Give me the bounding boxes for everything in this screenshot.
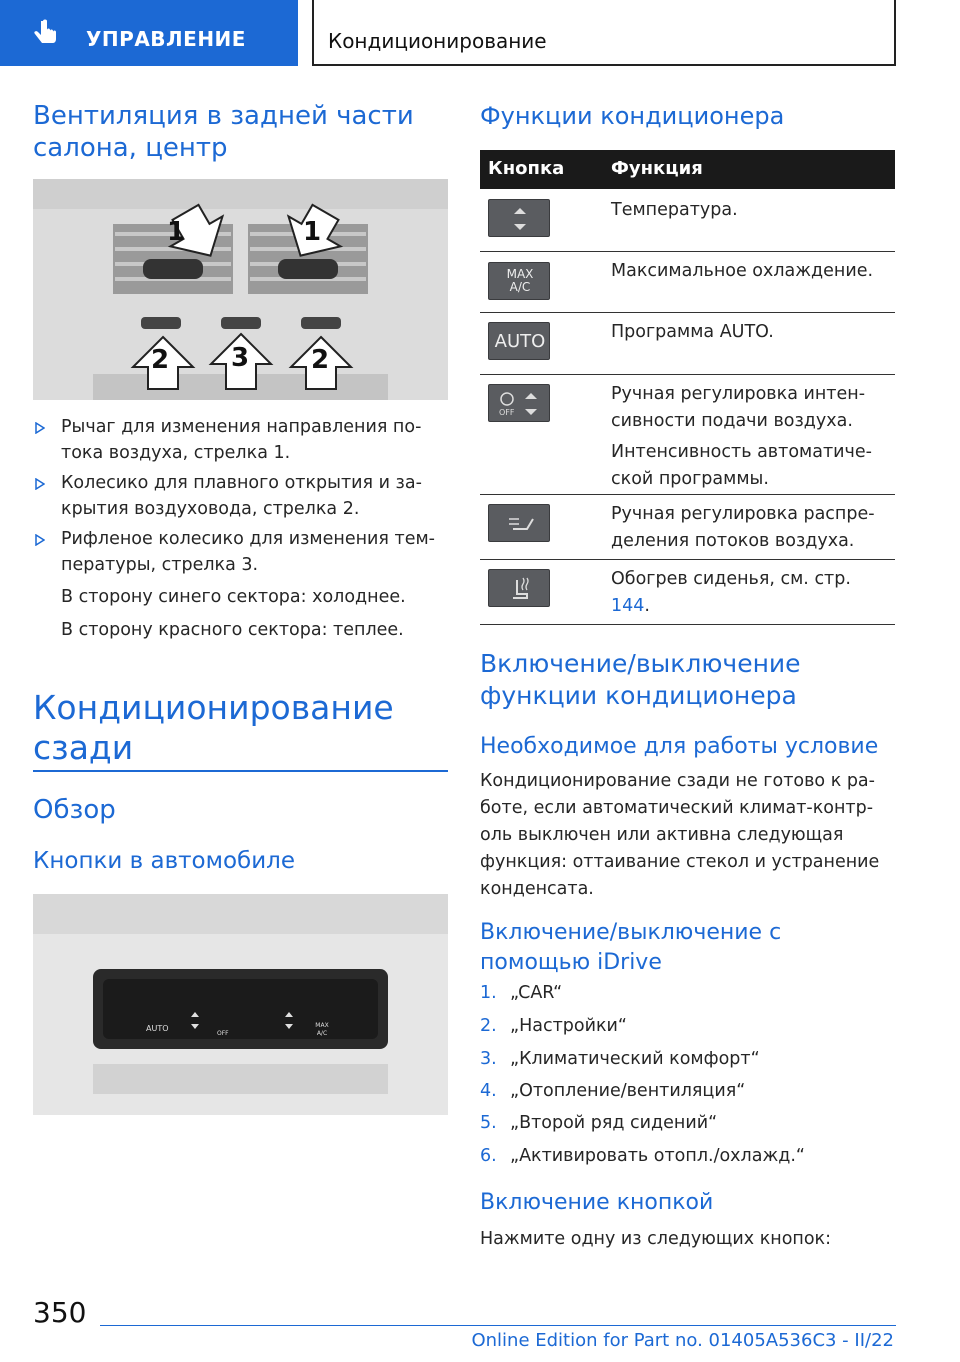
panel-off-label: OFF — [217, 1030, 229, 1037]
step-number: 2. — [480, 1016, 497, 1036]
functions-heading: Функции кондиционера — [480, 102, 785, 130]
section-label: УПРАВЛЕНИЕ — [86, 27, 246, 51]
col-header-function: Функция — [611, 158, 703, 179]
edition-text: Online Edition for Part no. 01405A536C3 - II/22 — [471, 1330, 894, 1351]
list-item: „CAR“ — [510, 983, 563, 1003]
list-item: „Отопление/вентиляция“ — [510, 1081, 746, 1101]
fan-off-icon: OFF — [488, 384, 550, 422]
hand-pointer-icon — [30, 18, 60, 48]
bullet-arrow-icon — [35, 422, 45, 434]
ac-heading: Кондиционирование сзади — [33, 688, 394, 767]
max-ac-icon: MAX A/C — [488, 262, 550, 300]
table-row: OFF Ручная регулировка интен-сивности подачи воздуха. Интенсивность автоматиче-ской программы. — [480, 375, 895, 495]
step-number: 3. — [480, 1049, 497, 1069]
bullet-arrow-icon — [35, 534, 45, 546]
overview-heading: Обзор — [33, 795, 116, 825]
step-number: 1. — [480, 983, 497, 1003]
prereq-heading: Необходимое для работы условие — [480, 734, 879, 759]
buttons-heading: Кнопки в автомобиле — [33, 848, 296, 874]
step-number: 5. — [480, 1113, 497, 1133]
note-warm: В сторону красного сектора: теплее. — [61, 620, 404, 640]
vent-label-1a: 1 — [167, 217, 186, 247]
table-row: AUTO Программа AUTO. — [480, 313, 895, 375]
vent-label-3: 3 — [231, 343, 250, 373]
air-distribution-icon — [488, 504, 550, 542]
auto-icon: AUTO — [488, 322, 550, 360]
vent-label-1b: 1 — [303, 217, 322, 247]
col-header-button: Кнопка — [488, 158, 565, 179]
panel-maxac-label: MAX A/C — [315, 1022, 329, 1037]
vent-heading: Вентиляция в задней части салона, центр — [33, 101, 414, 163]
chapter-title-box — [312, 0, 896, 66]
list-item: „Второй ряд сидений“ — [510, 1113, 718, 1133]
section-tab[interactable] — [0, 0, 298, 66]
table-header — [480, 150, 895, 189]
table-row: Обогрев сиденья, см. стр. 144. — [480, 560, 895, 625]
panel-auto-label: AUTO — [146, 1024, 169, 1033]
rear-vent-image — [33, 179, 448, 400]
vent-label-2a: 2 — [151, 345, 170, 375]
table-row: Ручная регулировка распре-деления потоков воздуха. — [480, 495, 895, 560]
step-number: 6. — [480, 1146, 497, 1166]
prereq-text: Кондиционирование сзади не готово к ра-боте, если автоматический климат-контр-оль выключен или активна следующая функция: оттаивание стекол и устранение конденсата. — [480, 771, 880, 899]
bullet-arrow-icon — [35, 478, 45, 490]
vent-label-2b: 2 — [311, 345, 330, 375]
rear-panel-image — [33, 894, 448, 1115]
button-text: Нажмите одну из следующих кнопок: — [480, 1229, 832, 1249]
chapter-title: Кондиционирование — [328, 29, 547, 53]
temp-arrows-icon — [488, 199, 550, 237]
page-link[interactable]: 144 — [611, 596, 645, 616]
page-number: 350 — [33, 1296, 87, 1329]
onoff-heading: Включение/выключение функции кондиционера — [480, 649, 801, 710]
button-heading: Включение кнопкой — [480, 1190, 714, 1215]
list-item: „Активировать отопл./охлажд.“ — [510, 1146, 805, 1166]
table-row: MAX A/C Максимальное охлаждение. — [480, 252, 895, 313]
step-number: 4. — [480, 1081, 497, 1101]
table-row: Температура. — [480, 189, 895, 252]
idrive-heading: Включение/выключение с помощью iDrive — [480, 920, 782, 975]
seat-heating-icon — [488, 569, 550, 607]
note-cold: В сторону синего сектора: холоднее. — [61, 587, 406, 607]
list-item: „Климатический комфорт“ — [510, 1049, 760, 1069]
list-item: „Настройки“ — [510, 1016, 627, 1036]
heading-rule — [33, 770, 448, 772]
vent-bullets: Рычаг для изменения направления по-тока воздуха, стрелка 1. Колесико для плавного открытия и за-крытия воздуховода, стрелка 2. Рифленое колесико для изменения тем-пературы, стрелка 3. В сторону синего сектора: холоднее. В сторону красного сектора: теплее. — [33, 414, 448, 644]
footer-rule — [100, 1325, 896, 1326]
